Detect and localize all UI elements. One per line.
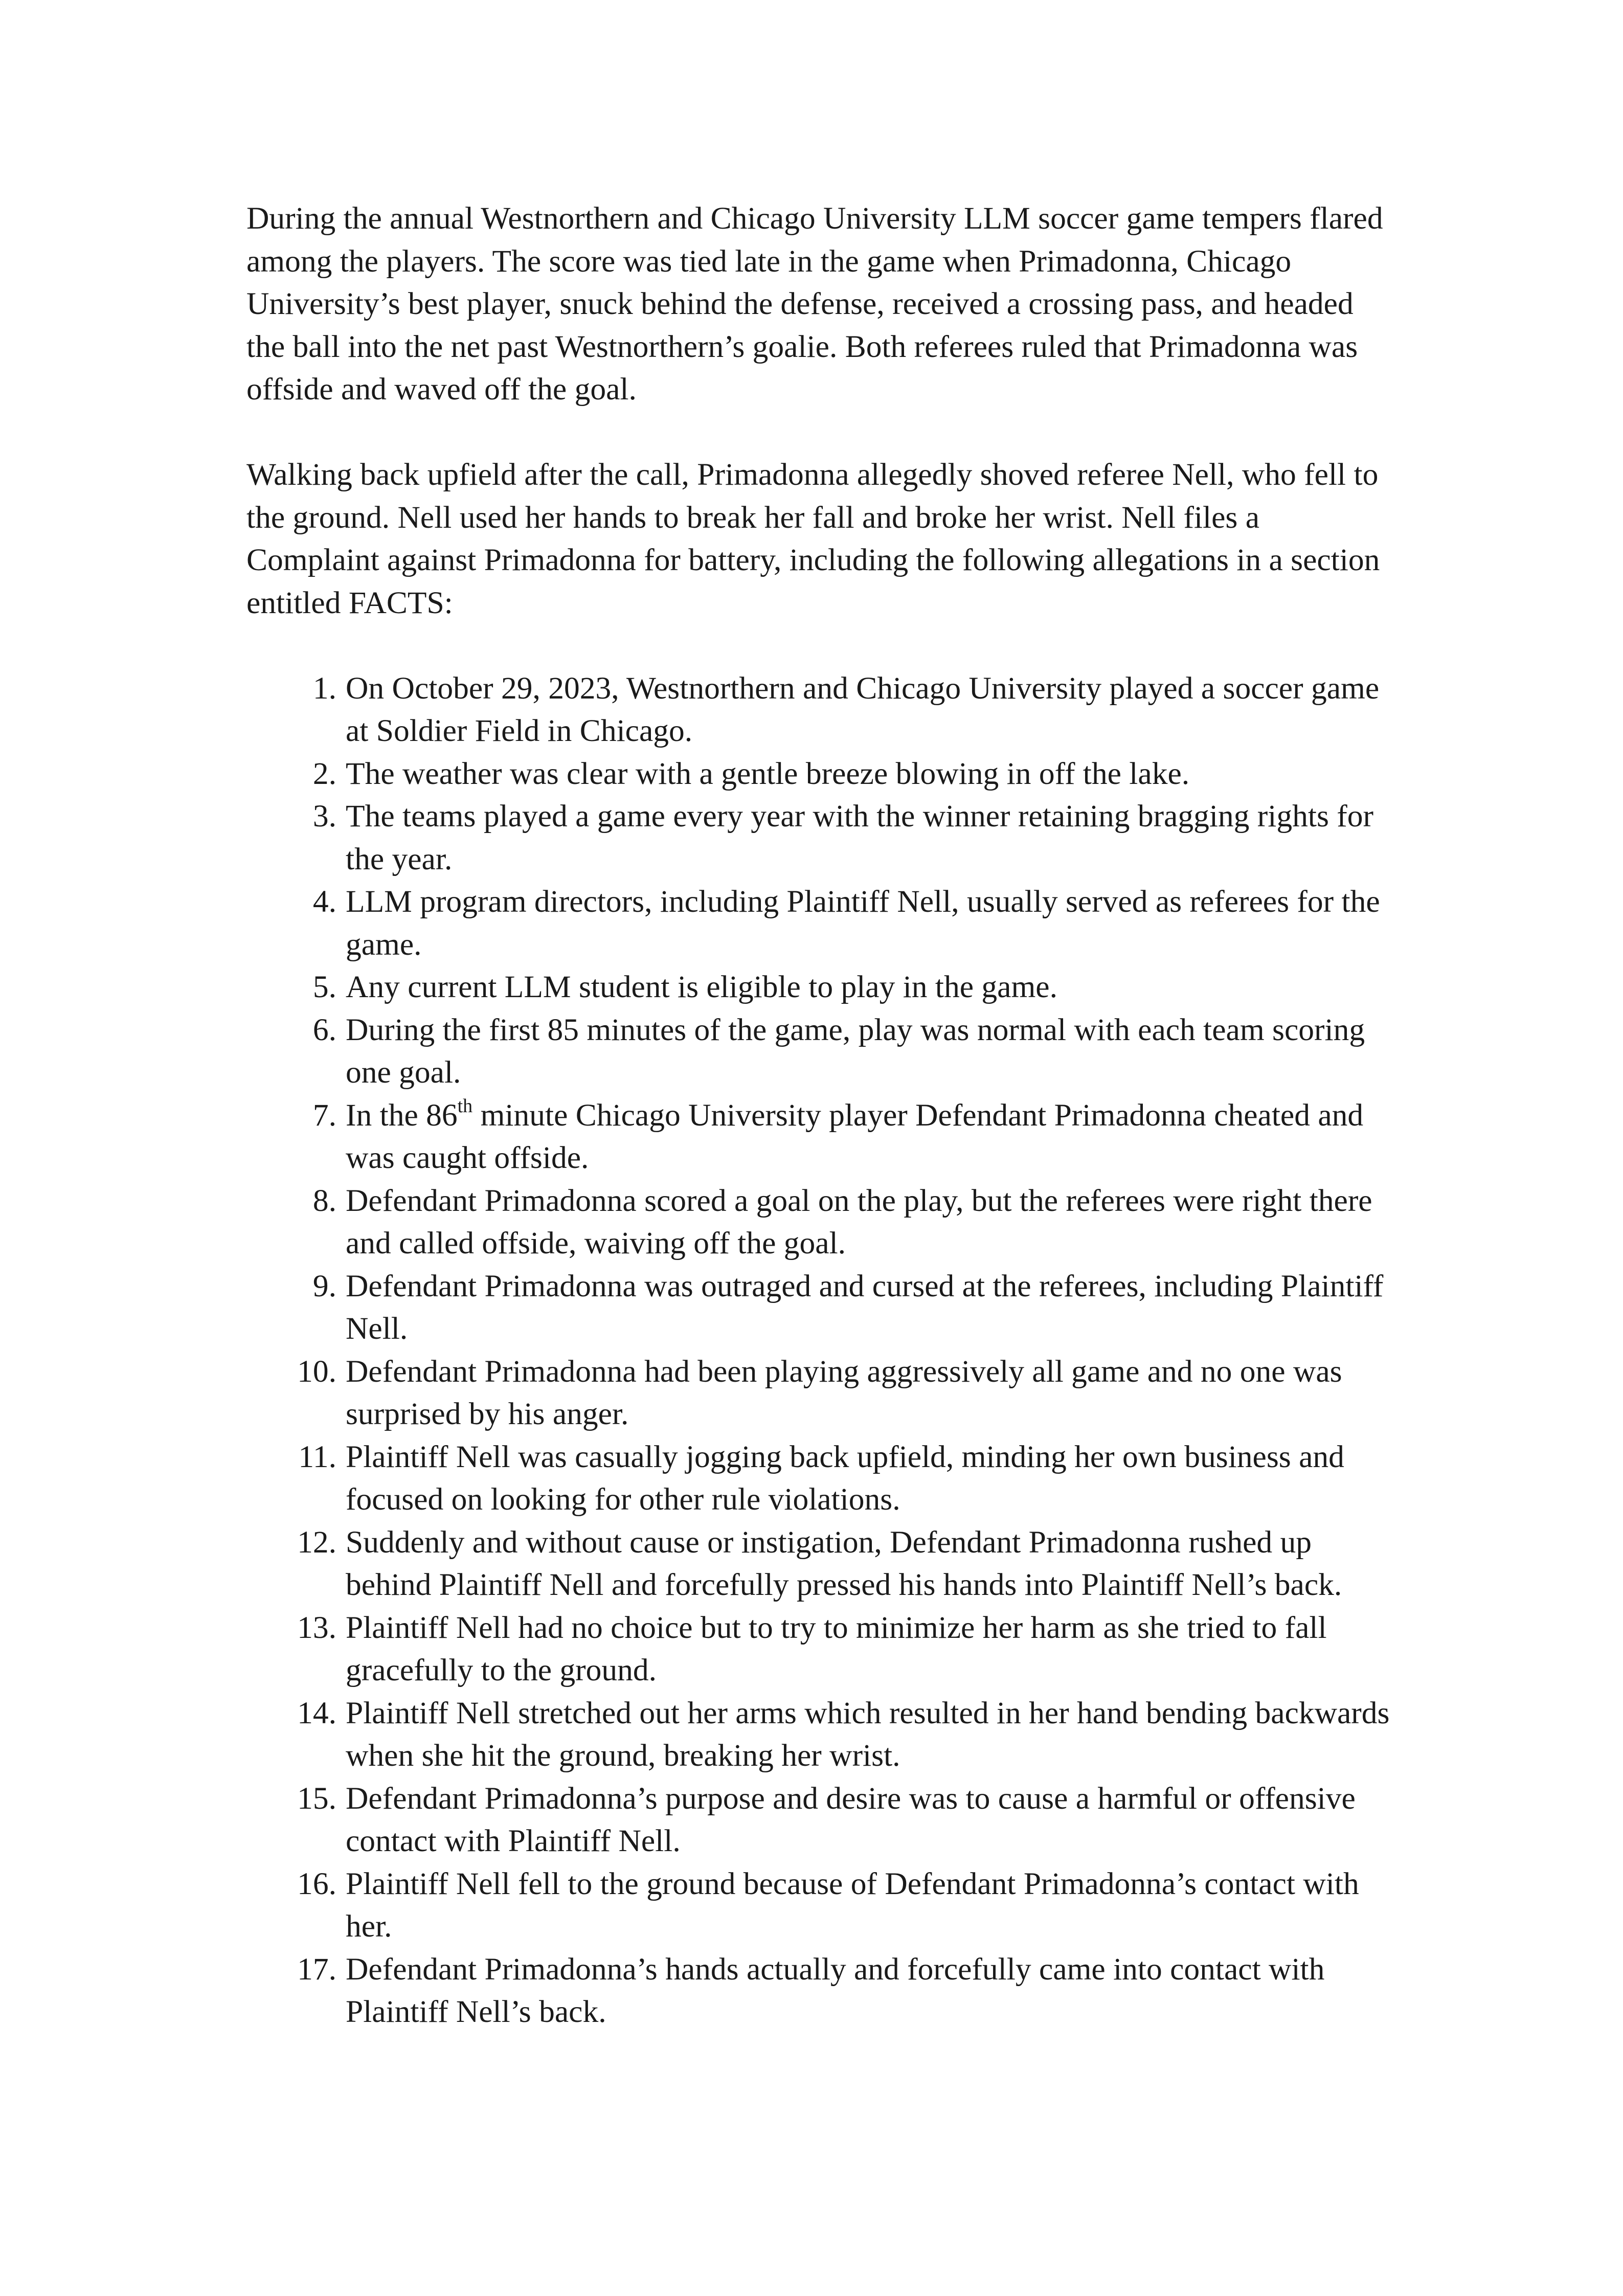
facts-list	[246, 667, 1397, 2034]
fact-item-10	[246, 1350, 1397, 1436]
fact-item-17	[246, 1948, 1397, 2034]
intro-paragraph-2: Walking back upfield after the call, Primadonna allegedly shoved referee Nell, who fell to the ground. Nell used her hands to break her fall and broke her wrist. Nell files a Complaint against Primadonna for battery, including the following allegations in a section entitled FACTS:	[246, 457, 1380, 620]
fact-number: 6.	[312, 1012, 336, 1047]
fact-item-11	[246, 1436, 1397, 1521]
fact-number: 9.	[312, 1268, 336, 1303]
fact-number: 10.	[297, 1354, 336, 1389]
fact-item-5	[246, 966, 1397, 1009]
fact-text: Defendant Primadonna’s purpose and desire was to cause a harmful or offensive contact with Plaintiff Nell.	[346, 1781, 1356, 1858]
fact-text: LLM program directors, including Plaintiff Nell, usually served as referees for the game.	[346, 884, 1380, 962]
fact-item-14	[246, 1692, 1397, 1777]
fact-text: The weather was clear with a gentle breeze blowing in off the lake.	[346, 756, 1190, 791]
fact-number: 8.	[312, 1183, 336, 1218]
fact-item-2	[246, 753, 1397, 796]
fact-number: 7.	[312, 1097, 336, 1133]
fact-item-8	[246, 1180, 1397, 1265]
fact-item-1	[246, 667, 1397, 753]
fact-number: 13.	[297, 1610, 336, 1645]
fact-number: 3.	[312, 799, 336, 834]
fact-text: Plaintiff Nell was casually jogging back upfield, minding her own business and focused on looking for other rule violations.	[346, 1439, 1344, 1517]
fact-number: 1.	[312, 670, 336, 706]
ordinal-superscript: th	[457, 1095, 473, 1117]
fact-item-13	[246, 1607, 1397, 1692]
fact-number: 12.	[297, 1524, 336, 1560]
fact-text: Defendant Primadonna was outraged and cursed at the referees, including Plaintiff Nell.	[346, 1268, 1384, 1346]
intro-paragraph-1: During the annual Westnorthern and Chicago University LLM soccer game tempers flared among the players. The score was tied late in the game when Primadonna, Chicago University’s best player, snuck behind the defense, received a crossing pass, and headed the ball into the net past Westnorthern’s goalie. Both referees ruled that Primadonna was offside and waved off the goal.	[246, 201, 1383, 407]
fact-number: 11.	[298, 1439, 336, 1474]
fact-text: Defendant Primadonna had been playing aggressively all game and no one was surprised by his anger.	[346, 1354, 1342, 1431]
fact-text-before: In the 86	[346, 1097, 458, 1133]
fact-item-7	[246, 1094, 1397, 1180]
fact-item-6	[246, 1009, 1397, 1094]
fact-text: Plaintiff Nell fell to the ground because of Defendant Primadonna’s contact with her.	[346, 1866, 1359, 1944]
fact-number: 4.	[312, 884, 336, 919]
fact-item-4	[246, 881, 1397, 966]
fact-number: 15.	[297, 1781, 336, 1816]
fact-text: Any current LLM student is eligible to play in the game.	[346, 970, 1057, 1004]
fact-item-15	[246, 1777, 1397, 1863]
fact-text-after: minute Chicago University player Defendant Primadonna cheated and was caught offside.	[346, 1097, 1364, 1175]
fact-item-16	[246, 1863, 1397, 1948]
fact-text: The teams played a game every year with the winner retaining bragging rights for the year.	[346, 799, 1373, 876]
fact-number: 14.	[297, 1695, 336, 1730]
document-page	[246, 197, 1397, 2034]
fact-text: Suddenly and without cause or instigation, Defendant Primadonna rushed up behind Plaintiff Nell and forcefully pressed his hands into Plaintiff Nell’s back.	[346, 1524, 1342, 1602]
fact-text: Plaintiff Nell had no choice but to try to minimize her harm as she tried to fall gracefully to the ground.	[346, 1610, 1327, 1687]
fact-text: Defendant Primadonna scored a goal on the play, but the referees were right there and called offside, waiving off the goal.	[346, 1183, 1372, 1260]
fact-item-3	[246, 795, 1397, 881]
fact-number: 2.	[312, 756, 336, 791]
fact-text: During the first 85 minutes of the game, play was normal with each team scoring one goal.	[346, 1012, 1365, 1090]
fact-item-12	[246, 1521, 1397, 1607]
fact-item-9	[246, 1265, 1397, 1350]
fact-text: Defendant Primadonna’s hands actually and forcefully came into contact with Plaintiff Nell’s back.	[346, 1951, 1325, 2029]
fact-number: 16.	[297, 1866, 336, 1901]
fact-number: 17.	[297, 1951, 336, 1987]
fact-number: 5.	[312, 970, 336, 1004]
fact-text: Plaintiff Nell stretched out her arms which resulted in her hand bending backwards when she hit the ground, breaking her wrist.	[346, 1695, 1390, 1773]
fact-text: On October 29, 2023, Westnorthern and Chicago University played a soccer game at Soldier Field in Chicago.	[346, 670, 1380, 748]
